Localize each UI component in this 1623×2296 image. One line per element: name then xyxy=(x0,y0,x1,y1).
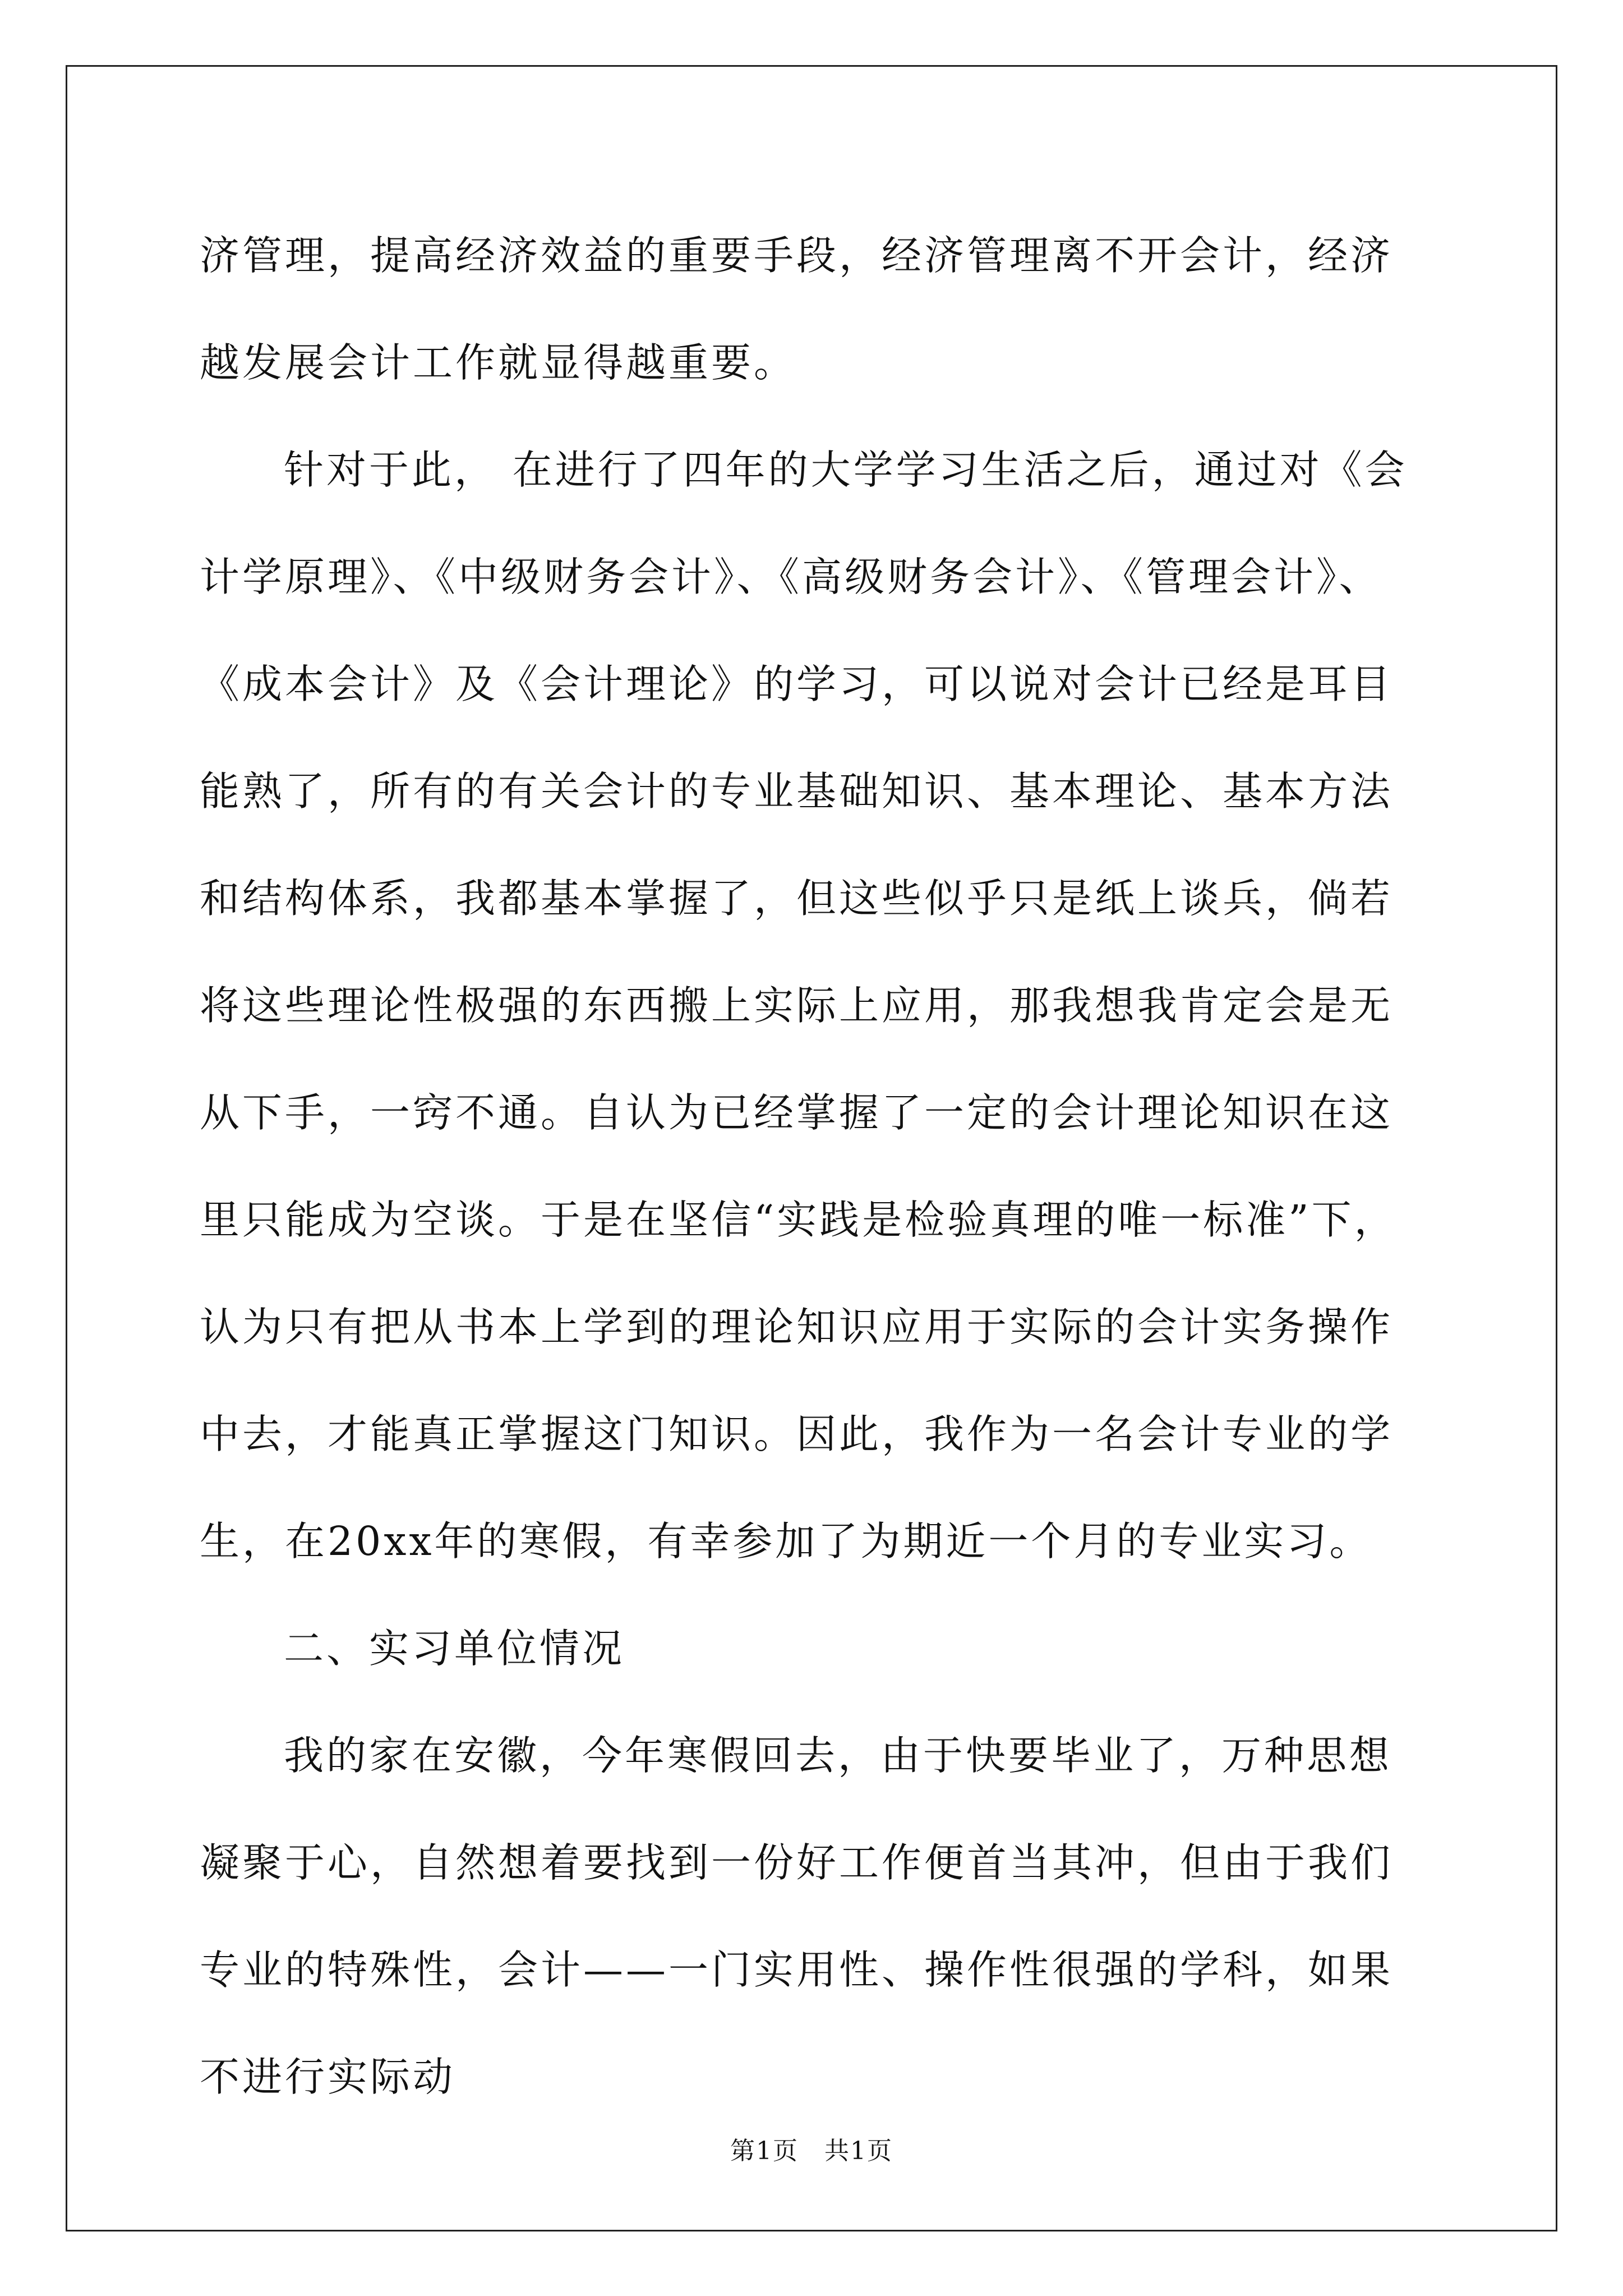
paragraph-internship-unit: 我的家在安徽，今年寒假回去，由于快要毕业了，万种思想凝聚于心，自然想着要找到一份好工作便首当其冲，但由于我们专业的特殊性，会计——一门实用性、操作性很强的学科，如果不进行实际动 xyxy=(200,1732,1394,2100)
section-heading-internship-unit: 二、实习单位情况 xyxy=(284,1625,625,1672)
document-body xyxy=(200,202,1422,2131)
paragraph-study-background: 针对于此， 在进行了四年的大学学习生活之后，通过对《会计学原理》、《中级财务会计》、《高级财务会计》、《管理会计》、《成本会计》及《会计理论》的学习，可以说对会计已经是耳目能熟了，所有的有关会计的专业基础知识、基本理论、基本方法和结构体系，我都基本掌握了，但这些似乎只是纸上谈兵，倘若将这些理论性极强的东西搬上实际上应用，那我想我肯定会是无从下手，一窍不通。自认为已经掌握了一定的会计理论知识在这里只能成为空谈。于是在坚信“实践是检验真理的唯一标准”下，认为只有把从书本上学到的理论知识应用于实际的会计实务操作中去，才能真正掌握这门知识。因此，我作为一名会计专业的学生，在20xx年的寒假，有幸参加了为期近一个月的专业实习。 xyxy=(200,447,1408,1565)
paragraph-continuation: 济管理，提高经济效益的重要手段，经济管理离不开会计，经济越发展会计工作就显得越重要。 xyxy=(200,232,1394,386)
page-footer: 第1页 共1页 xyxy=(730,2137,893,2165)
